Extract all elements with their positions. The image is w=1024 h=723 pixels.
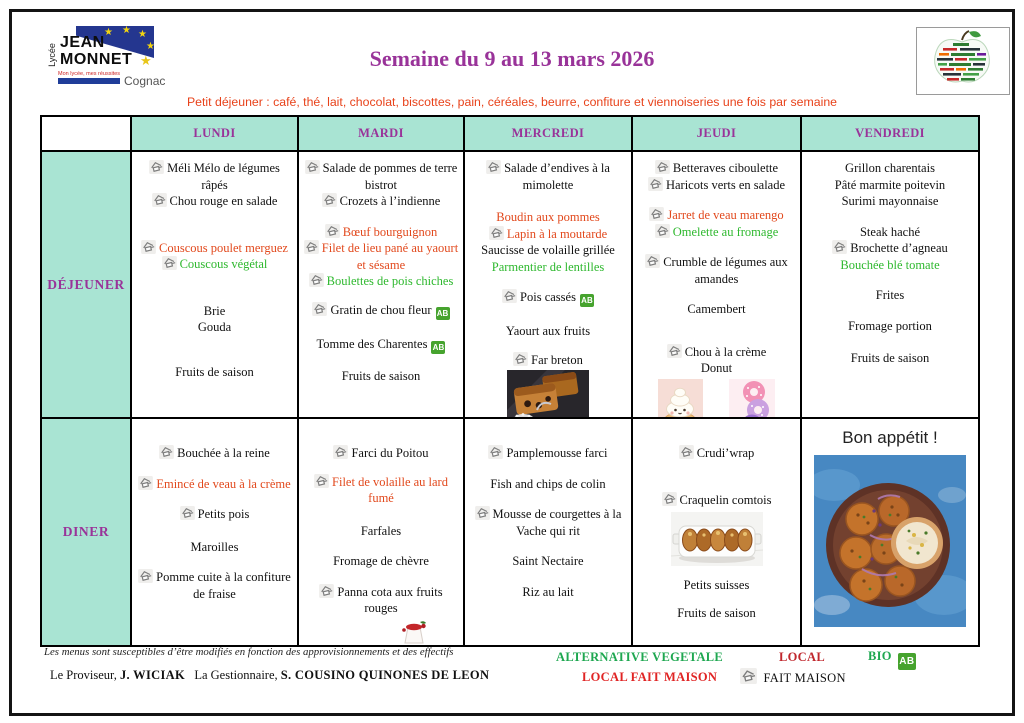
menu-item-text: Emincé de veau à la crème	[156, 476, 291, 491]
menu-item-text: Pomme cuite à la confiture de fraise	[156, 570, 291, 601]
menu-item	[135, 256, 294, 273]
menu-item-text: Mousse de courgettes à la Vache qui rit	[492, 507, 622, 538]
menu-item	[636, 360, 797, 377]
menu-cell-lunch-lundi	[132, 152, 297, 417]
menu-cell-dinner-lundi	[132, 419, 297, 645]
fait-maison-icon	[159, 445, 174, 459]
donuts-cartoon	[729, 379, 775, 418]
menu-cell-dinner-mardi	[299, 419, 463, 645]
menu-item	[135, 193, 294, 210]
menu-item-text: Crozets à l’indienne	[339, 194, 441, 208]
menu-item	[805, 160, 975, 177]
fait-maison-icon	[502, 289, 517, 303]
day-header-mercredi: MERCREDI	[465, 117, 631, 150]
menu-item-text: Fish and chips de colin	[490, 476, 606, 491]
menu-item	[805, 318, 975, 335]
menu-item-text: Farfales	[360, 523, 402, 538]
menu-item	[302, 584, 460, 617]
logo-star: ★	[140, 53, 152, 68]
logo-star: ★	[122, 25, 131, 36]
menu-item	[135, 364, 294, 381]
menu-item-text: Petits pois	[197, 507, 250, 521]
menu-item	[468, 476, 628, 493]
menu-item-text: Fruits de saison	[341, 368, 421, 383]
panna-cotta-small	[398, 617, 430, 646]
fait-maison-icon	[180, 506, 195, 520]
menu-item	[468, 289, 628, 307]
fait-maison-icon	[740, 668, 757, 684]
logo-tagline: Mon lycée, mes réussites	[58, 71, 121, 77]
fait-maison-icon	[832, 240, 847, 254]
menu-cell-lunch-mercredi	[465, 152, 631, 417]
menu-item	[302, 224, 460, 241]
fait-maison-icon	[138, 569, 153, 583]
menu-item	[302, 160, 460, 193]
menu-item	[468, 323, 628, 340]
fait-maison-icon	[314, 474, 329, 488]
menu-item-text: Saint Nectaire	[512, 554, 584, 568]
signature-name-gestionnaire: S. COUSINO QUINONES DE LEON	[280, 668, 490, 682]
fait-maison-icon	[309, 273, 324, 287]
fait-maison-icon	[486, 160, 501, 174]
menu-item-text: Couscous poulet merguez	[159, 240, 288, 255]
menu-item-text: Bon appétit !	[842, 428, 938, 447]
page-title: Semaine du 9 au 13 mars 2026	[369, 46, 655, 71]
breakfast-note: Petit déjeuner : café, thé, lait, chocolat, biscottes, pain, céréales, beurre, confiture et viennoiseries une fois par semaine	[186, 95, 838, 109]
fait-maison-icon	[655, 160, 670, 174]
logo-name-line1: JEAN	[60, 34, 105, 51]
meal-label-dinner: DINER	[42, 419, 130, 645]
fait-maison-icon	[655, 224, 670, 238]
fait-maison-icon	[322, 193, 337, 207]
menu-item	[805, 257, 975, 274]
menu-item-text: Camembert	[687, 302, 746, 316]
menu-item-text: Jarret de veau marengo	[667, 208, 784, 222]
day-header-jeudi: JEUDI	[633, 117, 800, 150]
fait-maison-icon	[662, 492, 677, 506]
legend-bio	[868, 649, 916, 670]
menu-item	[302, 302, 460, 320]
menu-item-text: Maroilles	[190, 539, 239, 554]
menu-item-text: Tomme des Charentes	[316, 336, 428, 351]
menu-item	[135, 303, 294, 320]
menu-item-text: Surimi mayonnaise	[841, 194, 939, 208]
menu-item-text: Grillon charentais	[845, 161, 935, 175]
menu-item	[135, 240, 294, 257]
menu-item	[468, 259, 628, 276]
menu-item-text: Gratin de chou fleur	[330, 302, 432, 317]
menu-item-text: Chou rouge en salade	[169, 194, 278, 208]
menu-item-text: Bouchée à la reine	[177, 446, 270, 460]
menu-item	[636, 301, 797, 318]
menu-item-text: Pamplemousse farci	[506, 446, 608, 460]
menu-item	[302, 336, 460, 354]
signature-role-gestionnaire: La Gestionnaire,	[194, 668, 278, 682]
menu-item	[468, 553, 628, 570]
menu-item	[302, 523, 460, 540]
fait-maison-icon	[679, 445, 694, 459]
menu-item	[636, 160, 797, 177]
menu-item	[135, 506, 294, 523]
apple-wordcloud-image	[916, 27, 1010, 95]
menu-item-text: Panna cota aux fruits rouges	[337, 584, 443, 615]
day-header-mardi: MARDI	[299, 117, 463, 150]
menu-item	[636, 492, 797, 509]
menu-item-text: Fruits de saison	[677, 606, 756, 620]
menu-item-text: Couscous végétal	[179, 257, 268, 271]
menu-item	[805, 193, 975, 210]
menu-cell-lunch-vendredi	[802, 152, 978, 417]
fait-maison-icon	[649, 207, 664, 221]
menu-item	[636, 254, 797, 287]
meal-label-lunch: DÉJEUNER	[42, 152, 130, 417]
menu-item	[468, 584, 628, 601]
menus-disclaimer: Les menus sont susceptibles d’être modifiés en fonction des approvisionnements et des effectifs	[44, 646, 454, 658]
logo-star: ★	[138, 29, 147, 40]
menu-item-text: Bœuf bourguignon	[342, 224, 438, 239]
menu-item-text: Farci du Poitou	[351, 446, 429, 460]
menu-item	[302, 368, 460, 385]
menu-item-text: Parmentier de lentilles	[491, 259, 605, 274]
fait-maison-icon	[667, 344, 682, 358]
menu-item	[135, 319, 294, 336]
menu-item	[636, 344, 797, 361]
menu-item-text: Haricots verts en salade	[665, 177, 786, 192]
menu-item	[805, 177, 975, 194]
menu-item	[135, 445, 294, 462]
menu-item	[135, 569, 294, 602]
menu-item	[302, 273, 460, 290]
menu-item-text: Filet de lieu pané au yaourt et sésame	[321, 241, 459, 272]
menu-item-text: Frites	[875, 288, 905, 302]
menu-item	[805, 350, 975, 367]
fait-maison-icon	[488, 445, 503, 459]
dessert-images-row	[636, 379, 797, 418]
menu-item-text: Steak haché	[859, 224, 921, 239]
menu-item-text: Petits suisses	[683, 577, 750, 592]
fait-maison-icon	[645, 254, 660, 268]
menu-item	[805, 427, 975, 449]
menu-item-text: Crumble de légumes aux amandes	[663, 255, 788, 286]
bio-ab-icon: AB	[432, 342, 445, 352]
fait-maison-icon	[152, 193, 167, 207]
menu-item	[135, 476, 294, 493]
fait-maison-icon	[325, 224, 340, 238]
bio-ab-icon: AB	[898, 653, 916, 670]
bio-ab-icon: AB	[581, 296, 593, 305]
menu-item	[805, 287, 975, 304]
menu-item-text: Fruits de saison	[850, 351, 930, 365]
fait-maison-icon	[333, 445, 348, 459]
menu-item	[135, 539, 294, 556]
legend-local-fait-maison: LOCAL FAIT MAISON	[582, 670, 718, 684]
menu-item-text: Betteraves ciboulette	[672, 161, 779, 175]
signature-line	[50, 668, 489, 683]
menu-item	[302, 445, 460, 462]
legend-fait-maison-label: FAIT MAISON	[763, 671, 846, 685]
menu-item-text: Riz au lait	[522, 584, 574, 599]
fait-maison-icon	[489, 226, 504, 240]
menu-cell-dinner-jeudi	[633, 419, 800, 645]
menu-item-text: Chou à la crème	[684, 344, 767, 359]
legend-alternative-vegetale: ALTERNATIVE VEGETALE	[556, 650, 724, 664]
fait-maison-icon	[648, 177, 663, 191]
menu-item-text: Saucisse de volaille grillée	[481, 243, 615, 257]
menu-item	[636, 577, 797, 594]
menu-item	[805, 224, 975, 241]
menu-item	[302, 193, 460, 210]
menu-item-text: Pois cassés	[520, 290, 576, 304]
menu-item-text: Far breton	[531, 352, 583, 367]
fait-maison-icon	[312, 302, 327, 316]
menu-item-text: Filet de volaille au lard fumé	[332, 474, 448, 505]
fait-maison-icon	[305, 160, 320, 174]
menu-item-text: Fruits de saison	[175, 364, 254, 379]
menu-cell-lunch-mardi	[299, 152, 463, 417]
day-header-lundi: LUNDI	[132, 117, 297, 150]
logo-star: ★	[104, 27, 113, 38]
bio-ab-icon: AB	[436, 308, 449, 318]
fait-maison-icon	[141, 240, 156, 254]
menu-item	[636, 207, 797, 224]
menu-item-text: Brie	[203, 303, 226, 318]
menu-item-text: Méli Mélo de légumes râpés	[167, 161, 280, 192]
fait-maison-icon	[319, 584, 334, 598]
menu-item-text: Brochette d’agneau	[850, 241, 948, 255]
signature-name-proviseur: J. WICIAK	[119, 668, 185, 682]
logo-blue-bar	[58, 78, 120, 84]
fait-maison-icon	[513, 352, 528, 366]
menu-item-text: Pâté marmite poitevin	[834, 177, 946, 192]
menu-item	[636, 605, 797, 622]
menu-table	[40, 115, 980, 647]
menu-item-text: Yaourt aux fruits	[505, 324, 591, 338]
menu-item	[636, 224, 797, 241]
menu-cell-lunch-jeudi	[633, 152, 800, 417]
menu-item-text: Boudin aux pommes	[496, 210, 600, 224]
logo-name-line2: MONNET	[60, 51, 133, 68]
menu-item	[636, 445, 797, 462]
menu-item	[468, 506, 628, 539]
menu-item	[302, 553, 460, 570]
falafel-bowl-photo	[814, 455, 966, 632]
menu-item	[468, 445, 628, 462]
legend-local: LOCAL	[779, 650, 825, 664]
menu-cell-dinner-vendredi	[802, 419, 978, 645]
menu-cell-dinner-mercredi	[465, 419, 631, 645]
fait-maison-icon	[138, 476, 153, 490]
menu-item-text: Salade de pommes de terre bistrot	[322, 161, 458, 192]
signature-role-proviseur: Le Proviseur,	[50, 668, 117, 682]
legend-fait-maison	[740, 668, 846, 686]
menu-item	[302, 474, 460, 507]
menu-item-text: Craquelin comtois	[679, 492, 772, 507]
menu-item-text: Bouchée blé tomate	[840, 257, 940, 272]
menu-item	[468, 226, 628, 243]
gratin-dish-photo	[671, 512, 763, 571]
fait-maison-icon	[149, 160, 164, 174]
fait-maison-icon	[475, 506, 490, 520]
logo-city: Cognac	[124, 74, 166, 88]
menu-item-text: Fromage portion	[848, 318, 932, 333]
menu-item-text: Donut	[700, 361, 733, 375]
fait-maison-icon	[304, 240, 319, 254]
menu-item	[636, 177, 797, 194]
menu-item-text: Crudi’wrap	[696, 446, 755, 460]
menu-item	[468, 352, 628, 369]
menu-item-text: Boulettes de pois chiches	[326, 274, 454, 288]
legend-bio-label: BIO	[868, 649, 892, 663]
far-breton-photo	[507, 370, 589, 417]
cream-puff-cartoon	[658, 379, 703, 418]
menu-item	[468, 209, 628, 226]
logo-lycee-text: Lycée	[46, 43, 57, 67]
menu-item-text: Gouda	[197, 320, 232, 334]
menu-item-text: Omelette au fromage	[672, 224, 779, 239]
fait-maison-icon	[162, 256, 177, 270]
logo-star: ★	[146, 41, 155, 52]
menu-item	[302, 240, 460, 273]
menu-item-text: Lapin à la moutarde	[506, 226, 608, 241]
menu-item-text: Fromage de chèvre	[333, 554, 429, 568]
menu-item	[468, 160, 628, 193]
table-corner-cell	[42, 117, 130, 150]
menu-item	[135, 160, 294, 193]
menu-item	[805, 240, 975, 257]
day-header-vendredi: VENDREDI	[802, 117, 978, 150]
menu-item	[468, 242, 628, 259]
menu-item-text: Salade d’endives à la mimolette	[504, 161, 610, 192]
